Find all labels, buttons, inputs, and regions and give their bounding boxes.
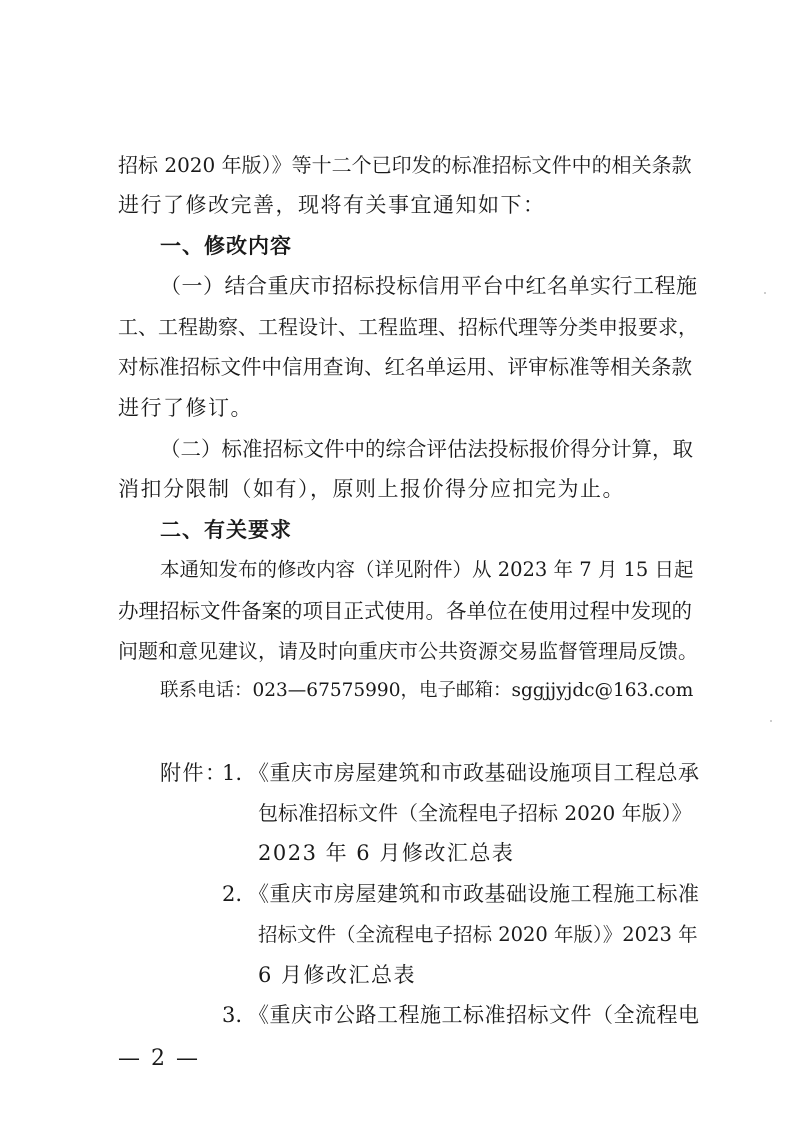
attachment-number: 3. (222, 1003, 243, 1027)
body-line: （二）标准招标文件中的综合评估法投标报价得分计算，取 (160, 437, 693, 461)
body-line: （一）结合重庆市招标投标信用平台中红名单实行工程施 (160, 274, 698, 298)
scan-speck (770, 720, 772, 722)
contact-line: 联系电话：023—67575990，电子邮箱：sggjjyjdc@163.com (160, 680, 694, 701)
scan-speck (764, 292, 766, 294)
attachment-line: 招标文件（全流程电子招标 2020 年版）》2023 年 (258, 923, 698, 946)
page-number: — 2 — (118, 1046, 200, 1071)
attachment-line: 《重庆市公路工程施工标准招标文件（全流程电 (248, 1003, 700, 1027)
body-line: 对标准招标文件中信用查询、红名单运用、评审标准等相关条款 (118, 355, 692, 379)
body-line: 进行了修订。 (118, 396, 253, 420)
body-line: 本通知发布的修改内容（详见附件）从 2023 年 7 月 15 日起 (160, 558, 694, 581)
attachment-number: 2. (222, 882, 243, 906)
attachment-number: 1. (222, 761, 243, 785)
body-line: 工、工程勘察、工程设计、工程监理、招标代理等分类申报要求， (118, 315, 698, 339)
attachments-label: 附件： (160, 761, 228, 785)
body-line: 问题和意见建议，请及时向重庆市公共资源交易监督管理局反馈。 (118, 639, 698, 663)
attachment-line: 包标准招标文件（全流程电子招标 2020 年版）》 (258, 801, 692, 825)
attachment-line: 《重庆市房屋建筑和市政基础设施项目工程总承 (248, 761, 700, 785)
body-line: 办理招标文件备案的项目正式使用。各单位在使用过程中发现的 (118, 599, 692, 623)
attachment-line: 《重庆市房屋建筑和市政基础设施工程施工标准 (248, 882, 700, 906)
body-line: 消扣分限制（如有），原则上报价得分应扣完为止。 (118, 477, 625, 501)
section-heading-2: 二、有关要求 (160, 518, 292, 542)
attachment-line: 2023 年 6 月修改汇总表 (258, 841, 515, 865)
section-heading-1: 一、修改内容 (160, 234, 292, 258)
body-line: 招标 2020 年版）》等十二个已印发的标准招标文件中的相关条款 (118, 153, 692, 177)
attachment-line: 6 月修改汇总表 (258, 963, 417, 987)
body-line: 进行了修改完善，现将有关事宜通知如下： (118, 193, 546, 217)
